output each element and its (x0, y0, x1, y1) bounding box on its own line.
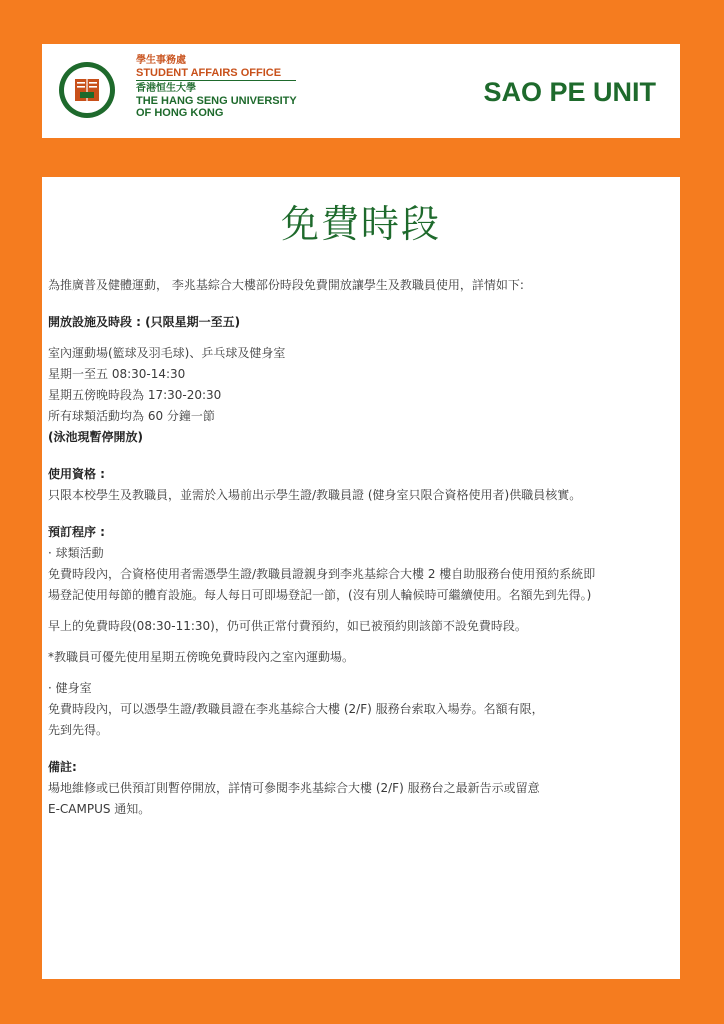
office-name-en: STUDENT AFFAIRS OFFICE (136, 67, 282, 79)
eligibility-text: 只限本校學生及教職員，並需於入場前出示學生證/教職員證 (健身室只限合資格使用者)供職員核實。 (48, 488, 582, 502)
remarks-heading: 備註: (48, 760, 77, 774)
notice-card (42, 177, 680, 979)
intro-text: 為推廣普及健體運動， 李兆基綜合大樓部份時段免費開放讓學生及教職員使用，詳情如下: (48, 278, 524, 292)
ball-activities-text: 免費時段內，合資格使用者需憑學生證/教職員證親身到李兆基綜合大樓 2 樓自助服務台使用預約系統即 (48, 567, 596, 581)
facilities-line: 星期一至五 08:30-14:30 (48, 367, 186, 381)
gym-text: 先到先得。 (48, 723, 109, 737)
university-seal-icon (58, 61, 116, 119)
university-name-en-line1: THE HANG SENG UNIVERSITY (136, 95, 297, 107)
ball-activities-heading: · 球類活動 (48, 546, 104, 560)
logo-divider (136, 80, 296, 81)
facilities-line: 星期五傍晚時段為 17:30-20:30 (48, 388, 222, 402)
unit-title: SAO PE UNIT (483, 77, 656, 107)
gym-text: 免費時段內，可以憑學生證/教職員證在李兆基綜合大樓 (2/F) 服務台索取入場券。名額有限， (48, 702, 544, 716)
page-title: 免費時段 (280, 202, 441, 246)
gym-heading: · 健身室 (48, 681, 92, 695)
pool-note: (泳池現暫停開放) (48, 430, 143, 444)
facilities-line: 所有球類活動均為 60 分鐘一節 (48, 409, 215, 423)
morning-slot-note: 早上的免費時段(08:30-11:30)，仍可供正常付費預約，如已被預約則該節不設免費時段。 (48, 619, 527, 633)
eligibility-heading: 使用資格 : (48, 467, 105, 481)
booking-heading: 預訂程序 : (48, 525, 105, 539)
office-name-zh: 學生事務處 (136, 55, 186, 66)
facilities-line: 室內運動場(籃球及羽毛球)、乒乓球及健身室 (48, 346, 286, 360)
office-logo-text (136, 55, 316, 119)
remarks-text: E-CAMPUS 通知。 (48, 802, 151, 816)
remarks-text: 場地維修或已供預訂則暫停開放，詳情可參閱李兆基綜合大樓 (2/F) 服務台之最新告示或留意 (48, 781, 540, 795)
staff-priority-note: *教職員可優先使用星期五傍晚免費時段內之室內運動場。 (48, 650, 355, 664)
notice-body (48, 275, 674, 820)
facilities-heading: 開放設施及時段 : (只限星期一至五) (48, 315, 241, 329)
university-name-en-line2: OF HONG KONG (136, 107, 224, 119)
ball-activities-text: 場登記使用每節的體育設施。每人每日可即場登記一節，(沒有別人輪候時可繼續使用。名額先到先得。) (48, 588, 592, 602)
university-name-zh: 香港恒生大學 (136, 83, 196, 94)
header-banner (42, 44, 680, 138)
